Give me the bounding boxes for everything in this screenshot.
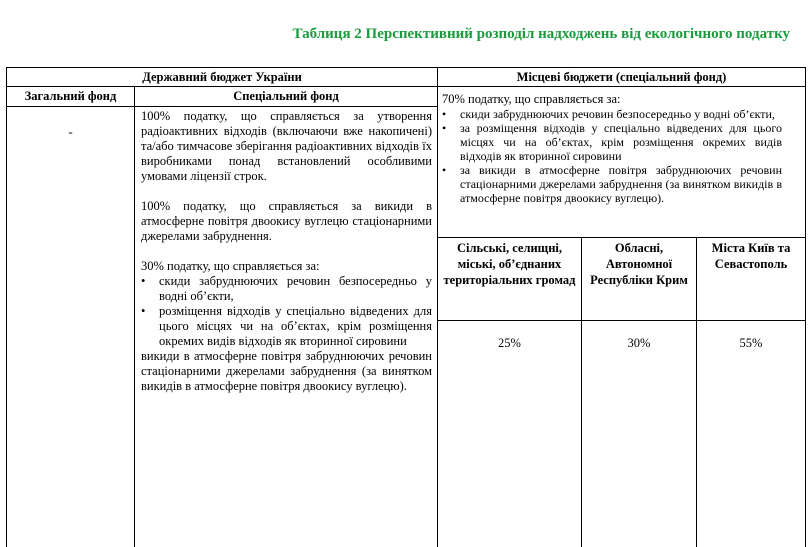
- special-fund-bullet-water: [141, 274, 432, 304]
- local-col-divider-2: [696, 237, 697, 547]
- local-bullet-waste: [442, 121, 782, 163]
- local-col-label: Обласні, Автономної Республіки Крим: [590, 241, 688, 287]
- general-fund-header: [7, 87, 134, 106]
- table-right-border: [805, 67, 806, 547]
- bullet-text: скиди забруднюючих речовин безпосередньо у водні об’єкти,: [460, 107, 775, 121]
- share-value: 55%: [739, 336, 763, 350]
- state-local-divider: [437, 67, 438, 547]
- local-budgets-intro: 70% податку, що справляється за:: [442, 92, 621, 106]
- local-col-divider-1: [581, 237, 582, 547]
- local-col-header-communities: [440, 240, 579, 288]
- bullet-text: за розміщення відходів у спеціально відведених для цього місцях чи на об’єктах, крім розміщення окремих видів відходів як вторинної сировини: [460, 121, 782, 163]
- special-fund-header: [135, 87, 437, 106]
- special-fund-para-radioactive: 100% податку, що справляється за утворення радіоактивних відходів (включаючи вже накопичені) та/або тимчасове зберігання радіоактивних відходів їх виробниками понад встановлений особливими умовами ліцензії строк.: [141, 109, 432, 183]
- local-budgets-header: [438, 68, 805, 86]
- share-value: 30%: [627, 336, 651, 350]
- local-budgets-title: Місцеві бюджети (спеціальний фонд): [516, 70, 727, 84]
- share-value: 25%: [498, 336, 521, 350]
- state-budget-header: [7, 68, 437, 86]
- local-bullet-emissions: [442, 163, 782, 205]
- subheader-row-border: [6, 106, 437, 107]
- bullet-marker: •: [442, 163, 447, 177]
- bullet-marker: •: [141, 274, 146, 288]
- bullet-marker: •: [442, 107, 447, 121]
- bullet-text: за викиди в атмосферне повітря забруднюючих речовин стаціонарними джерелами забруднення (за винятком викидів в атмосферне повітря двоокису вуглецю).: [460, 163, 782, 205]
- bullet-text: розміщення відходів у спеціально відведених для цього місцях чи на об’єктах, крім розміщення окремих видів відходів як вторинної сировини: [159, 304, 432, 348]
- special-fund-title: Спеціальний фонд: [233, 89, 339, 103]
- bullet-marker: •: [442, 121, 447, 135]
- local-columns-top-border: [437, 237, 806, 238]
- state-budget-title: Державний бюджет України: [142, 70, 302, 84]
- local-col-header-cities: [700, 240, 802, 272]
- local-col-label: Міста Київ та Севастополь: [711, 241, 791, 271]
- local-share-cities: [697, 336, 805, 351]
- bullet-marker: •: [141, 304, 146, 318]
- bullet-text: скиди забруднюючих речовин безпосередньо у водні об’єкти,: [159, 274, 432, 303]
- local-col-label: Сільські, селищні, міські, об’єднаних територіальних громад: [443, 241, 576, 287]
- general-fund-value: -: [68, 124, 73, 139]
- table-caption: Таблиця 2 Перспективний розподіл надходжень від екологічного податку: [292, 26, 790, 42]
- special-fund-body: [141, 109, 432, 394]
- general-fund-title: Загальний фонд: [24, 89, 117, 103]
- special-fund-bullet-waste: [141, 304, 432, 349]
- special-fund-para-30-intro: 30% податку, що справляється за:: [141, 259, 320, 273]
- local-share-communities: [438, 336, 581, 351]
- local-bullet-water: [442, 107, 782, 121]
- general-special-divider: [134, 86, 135, 547]
- local-col-header-oblast: [583, 240, 695, 288]
- special-fund-para-co2: 100% податку, що справляється за викиди в атмосферне повітря двоокису вуглецю стаціонарними джерелами забруднення.: [141, 199, 432, 243]
- local-budgets-body: [442, 92, 782, 205]
- special-fund-para-emissions: викиди в атмосферне повітря забруднюючих речовин стаціонарними джерелами забруднення (за винятком викидів в атмосферне повітря двоокису вуглецю).: [141, 349, 432, 393]
- local-share-oblast: [582, 336, 696, 351]
- general-fund-value-cell: [7, 124, 134, 140]
- local-columns-header-border: [437, 320, 806, 321]
